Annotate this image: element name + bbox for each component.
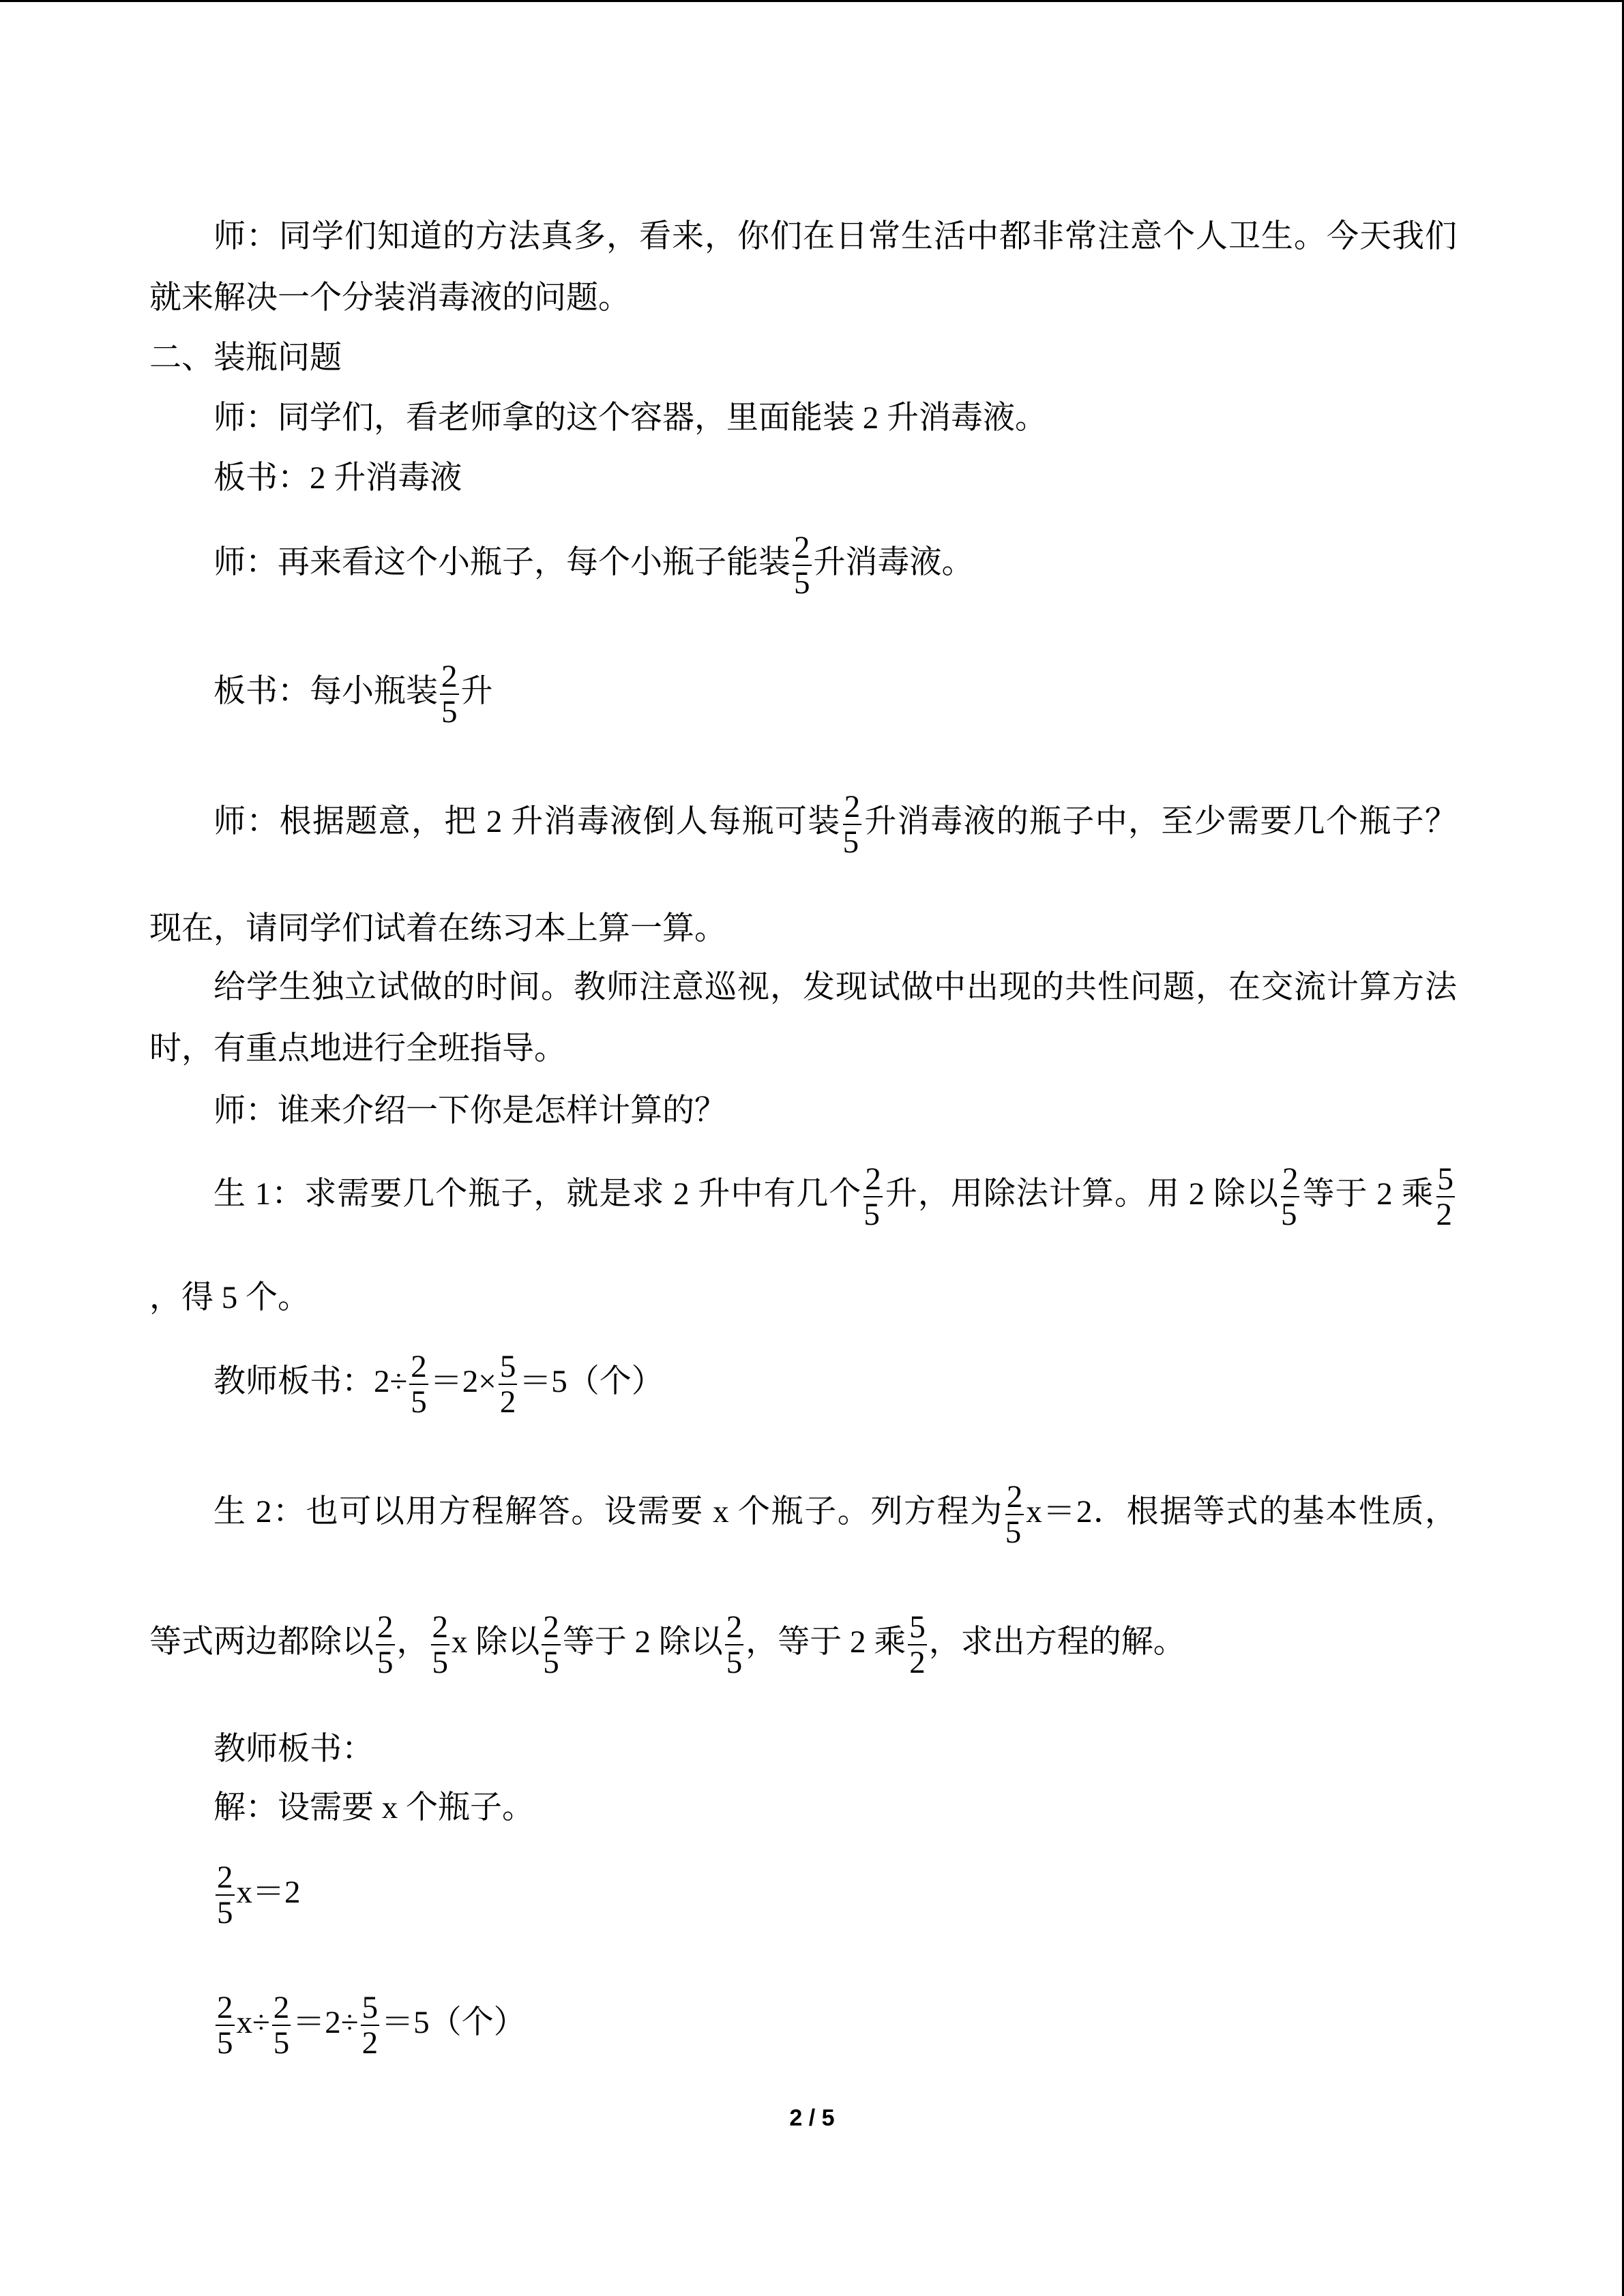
- fraction-numerator: 2: [411, 1349, 427, 1385]
- fraction-numerator: 2: [865, 1161, 881, 1197]
- solution-equation-2: [213, 1982, 1457, 2063]
- text-segment: 师：根据题意，把 2 升消毒液倒人每瓶可装: [213, 804, 841, 839]
- fraction-denominator: 5: [726, 1645, 743, 1681]
- fraction-numerator: 2: [794, 530, 810, 566]
- fraction-numerator: 5: [361, 1990, 379, 2026]
- fraction-denominator: 5: [543, 1645, 559, 1681]
- fraction: [361, 1991, 380, 2060]
- text-segment: ，等于 2 乘: [745, 1624, 906, 1660]
- text-segment: 给学生独立试做的时间。教师注意巡视，发现试做中出现的共性问题，在交流计算方法: [213, 970, 1457, 1005]
- student1-line-1: [213, 1153, 1457, 1235]
- text-segment: ，得 5 个。: [149, 1280, 310, 1315]
- solution-equation-1: [213, 1851, 1457, 1933]
- fraction-numerator: 5: [909, 1609, 926, 1645]
- fraction-denominator: 2: [361, 2025, 379, 2061]
- text-segment: 师：同学们，看老师拿的这个容器，里面能装 2 升消毒液。: [213, 400, 1047, 436]
- text-segment: 升消毒液的瓶子中，至少需要几个瓶子？: [863, 804, 1457, 839]
- text-segment: 师：再来看这个小瓶子，每个小瓶子能装: [213, 545, 791, 580]
- fraction-denominator: 5: [842, 824, 859, 861]
- fraction: [499, 1350, 518, 1419]
- text-segment: ＝5（个）: [381, 2005, 526, 2040]
- fraction: [1005, 1480, 1024, 1549]
- student1-line-2: [149, 1257, 1457, 1339]
- fraction: [1281, 1162, 1300, 1232]
- board-calc-line: [213, 1341, 1457, 1422]
- text-segment: 等于 2 乘: [1301, 1176, 1434, 1212]
- fraction: [863, 1162, 883, 1232]
- fraction-denominator: 5: [432, 1645, 448, 1681]
- fraction-numerator: 2: [441, 659, 458, 695]
- text-segment: x＝2．根据等式的基本性质，: [1026, 1494, 1457, 1530]
- text-segment: x＝2: [236, 1875, 301, 1910]
- text-segment: ＝2×: [430, 1364, 497, 1399]
- fraction-numerator: 5: [1437, 1161, 1454, 1197]
- fraction-denominator: 5: [1005, 1515, 1022, 1551]
- text-segment: 等于 2 除以: [562, 1624, 723, 1660]
- text-segment: 生 1：求需要几个瓶子，就是求 2 升中有几个: [213, 1176, 862, 1212]
- fraction-denominator: 5: [217, 1895, 233, 1931]
- text-segment: x 除以: [452, 1624, 540, 1660]
- teacher-ask-line: [213, 1070, 1457, 1152]
- text-segment: x÷: [236, 2005, 270, 2040]
- fraction-denominator: 5: [217, 2025, 233, 2061]
- teacher-bottle-line: [213, 522, 1457, 603]
- text-segment: 就来解决一个分装消毒液的问题。: [149, 280, 630, 316]
- fraction: [843, 790, 862, 859]
- fraction: [1436, 1162, 1456, 1232]
- text-segment: 等式两边都除以: [149, 1624, 374, 1660]
- text-segment: 升: [460, 674, 493, 709]
- text-segment: 师：同学们知道的方法真多，看来，你们在日常生活中都非常注意个人卫生。今天我们: [213, 219, 1457, 254]
- fraction-numerator: 2: [726, 1609, 743, 1645]
- section-heading-text: 二、装瓶问题: [149, 340, 342, 376]
- fraction-numerator: 2: [1282, 1161, 1299, 1197]
- text-segment: 升，用除法计算。用 2 除以: [884, 1176, 1279, 1212]
- text-segment: ，求出方程的解。: [928, 1624, 1185, 1660]
- text-segment: 教师板书：: [213, 1731, 374, 1767]
- fraction-denominator: 5: [1280, 1197, 1297, 1233]
- text-segment: ＝5（个）: [519, 1364, 664, 1399]
- text-segment: 教师板书：2÷: [213, 1364, 408, 1399]
- fraction-denominator: 5: [411, 1384, 427, 1420]
- fraction-denominator: 2: [1436, 1197, 1453, 1233]
- fraction: [542, 1610, 561, 1680]
- text-segment: 时，有重点地进行全班指导。: [149, 1031, 566, 1067]
- fraction-denominator: 5: [273, 2025, 290, 2061]
- text-segment: 板书：2 升消毒液: [213, 460, 462, 496]
- fraction-numerator: 2: [543, 1609, 559, 1645]
- fraction: [431, 1610, 450, 1680]
- fraction: [725, 1610, 744, 1680]
- fraction-denominator: 5: [863, 1197, 880, 1233]
- fraction-numerator: 5: [499, 1349, 516, 1385]
- text-segment: 升消毒液。: [813, 545, 974, 580]
- solution-let-line: [213, 1767, 1457, 1849]
- text-segment: ＝2÷: [293, 2005, 359, 2040]
- text-segment: 板书：每小瓶装: [213, 674, 438, 709]
- fraction-numerator: 2: [432, 1609, 448, 1645]
- text-segment: 师：谁来介绍一下你是怎样计算的？: [213, 1093, 726, 1129]
- fraction: [409, 1350, 428, 1419]
- fraction-numerator: 2: [217, 1990, 233, 2026]
- fraction: [272, 1991, 291, 2060]
- fraction: [216, 1991, 235, 2060]
- page-number: 2 / 5: [789, 2105, 835, 2131]
- text-segment: ，: [396, 1624, 429, 1660]
- text-segment: 现在，请同学们试着在练习本上算一算。: [149, 911, 726, 946]
- fraction-denominator: 5: [377, 1645, 394, 1681]
- fraction-denominator: 2: [909, 1645, 926, 1681]
- board-bottle-line: [213, 651, 1457, 732]
- fraction-denominator: 2: [499, 1384, 516, 1420]
- student2-line-1: [213, 1471, 1457, 1553]
- student2-line-2: [149, 1601, 1457, 1683]
- fraction-numerator: 2: [844, 789, 861, 825]
- fraction-numerator: 2: [217, 1860, 233, 1896]
- fraction: [440, 659, 459, 729]
- fraction: [908, 1610, 927, 1680]
- text-segment: 解：设需要 x 个瓶子。: [213, 1790, 534, 1825]
- fraction-denominator: 5: [794, 565, 810, 601]
- fraction-numerator: 2: [1006, 1479, 1023, 1515]
- fraction: [793, 531, 812, 600]
- fraction-numerator: 2: [273, 1990, 290, 2026]
- fraction: [216, 1860, 235, 1930]
- fraction-denominator: 5: [441, 694, 458, 730]
- fraction-numerator: 2: [377, 1609, 394, 1645]
- text-segment: 生 2：也可以用方程解答。设需要 x 个瓶子。列方程为: [213, 1494, 1003, 1530]
- teacher-question-line-1: [213, 781, 1457, 863]
- board-total-line: [213, 437, 1457, 519]
- fraction: [376, 1610, 395, 1680]
